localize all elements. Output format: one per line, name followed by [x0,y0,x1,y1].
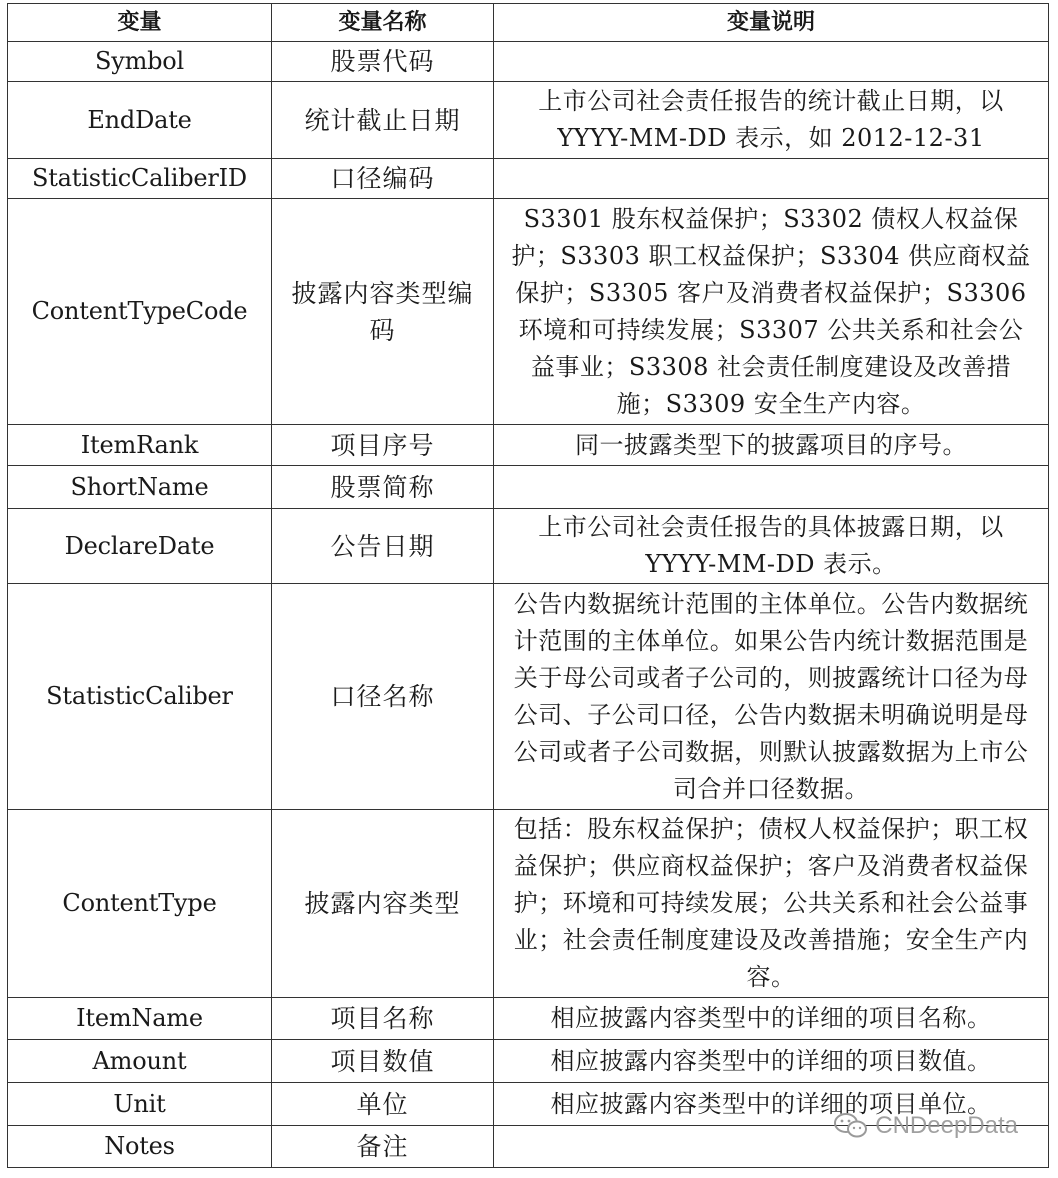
header-variable-description: 变量说明 [494,4,1049,42]
description-cell: 包括：股东权益保护；债权人权益保护；职工权益保护；供应商权益保护；客户及消费者权益保护；环境和可持续发展；公共关系和社会公益事业；社会责任制度建设及改善措施；安全生产内容。 [494,810,1049,998]
watermark-text: CNDeepData [875,1112,1018,1139]
variable-cell: Notes [8,1126,272,1168]
variable-name-cell: 口径编码 [272,159,494,199]
variable-name-cell: 股票简称 [272,466,494,509]
variable-cell: EndDate [8,82,272,159]
variable-cell: ItemRank [8,425,272,466]
description-cell: 相应披露内容类型中的详细的项目名称。 [494,998,1049,1040]
table-row [8,425,1049,466]
variable-name-cell: 项目序号 [272,425,494,466]
variable-cell: ItemName [8,998,272,1040]
description-cell: 同一披露类型下的披露项目的序号。 [494,425,1049,466]
variable-name-cell: 统计截止日期 [272,82,494,159]
description-cell: 公告内数据统计范围的主体单位。公告内数据统计范围的主体单位。如果公告内统计数据范围是关于母公司或者子公司的，则披露统计口径为母公司、子公司口径，公告内数据未明确说明是母公司或者子公司数据，则默认披露数据为上市公司合并口径数据。 [494,584,1049,810]
header-variable: 变量 [8,4,272,42]
description-cell: 相应披露内容类型中的详细的项目单位。 [494,1083,1049,1126]
variable-cell: Unit [8,1083,272,1126]
variable-cell: DeclareDate [8,509,272,584]
variable-name-cell: 口径名称 [272,584,494,810]
variable-name-cell: 项目数值 [272,1040,494,1083]
table-row [8,810,1049,998]
table-row [8,199,1049,425]
variable-name-cell: 披露内容类型 [272,810,494,998]
table-row [8,82,1049,159]
variable-name-cell: 单位 [272,1083,494,1126]
description-cell [494,466,1049,509]
variable-name-cell: 备注 [272,1126,494,1168]
variable-cell: ContentType [8,810,272,998]
watermark [833,1112,1018,1140]
variable-name-cell: 披露内容类型编码 [272,199,494,425]
header-variable-name: 变量名称 [272,4,494,42]
description-cell: 上市公司社会责任报告的具体披露日期，以 YYYY-MM-DD 表示。 [494,509,1049,584]
description-cell [494,159,1049,199]
variable-cell: Symbol [8,42,272,82]
table-row [8,1040,1049,1083]
description-cell: 上市公司社会责任报告的统计截止日期，以 YYYY-MM-DD 表示，如 2012-12-31 [494,82,1049,159]
variable-cell: ContentTypeCode [8,199,272,425]
table-header-row [8,4,1049,42]
variable-name-cell: 股票代码 [272,42,494,82]
description-cell: S3301 股东权益保护；S3302 债权人权益保护；S3303 职工权益保护；S3304 供应商权益保护；S3305 客户及消费者权益保护；S3306 环境和可持续发展；S3307 公共关系和社会公益事业；S3308 社会责任制度建设及改善措施；S3309 安全生产内容。 [494,199,1049,425]
variable-cell: StatisticCaliberID [8,159,272,199]
table-row [8,509,1049,584]
table-row [8,42,1049,82]
variable-cell: StatisticCaliber [8,584,272,810]
variable-cell: Amount [8,1040,272,1083]
wechat-icon [833,1112,869,1140]
description-cell [494,42,1049,82]
table-row [8,584,1049,810]
table-row [8,466,1049,509]
variable-name-cell: 项目名称 [272,998,494,1040]
variable-table [7,3,1049,1168]
table-row [8,159,1049,199]
variable-cell: ShortName [8,466,272,509]
variable-name-cell: 公告日期 [272,509,494,584]
table-row [8,998,1049,1040]
description-cell: 相应披露内容类型中的详细的项目数值。 [494,1040,1049,1083]
